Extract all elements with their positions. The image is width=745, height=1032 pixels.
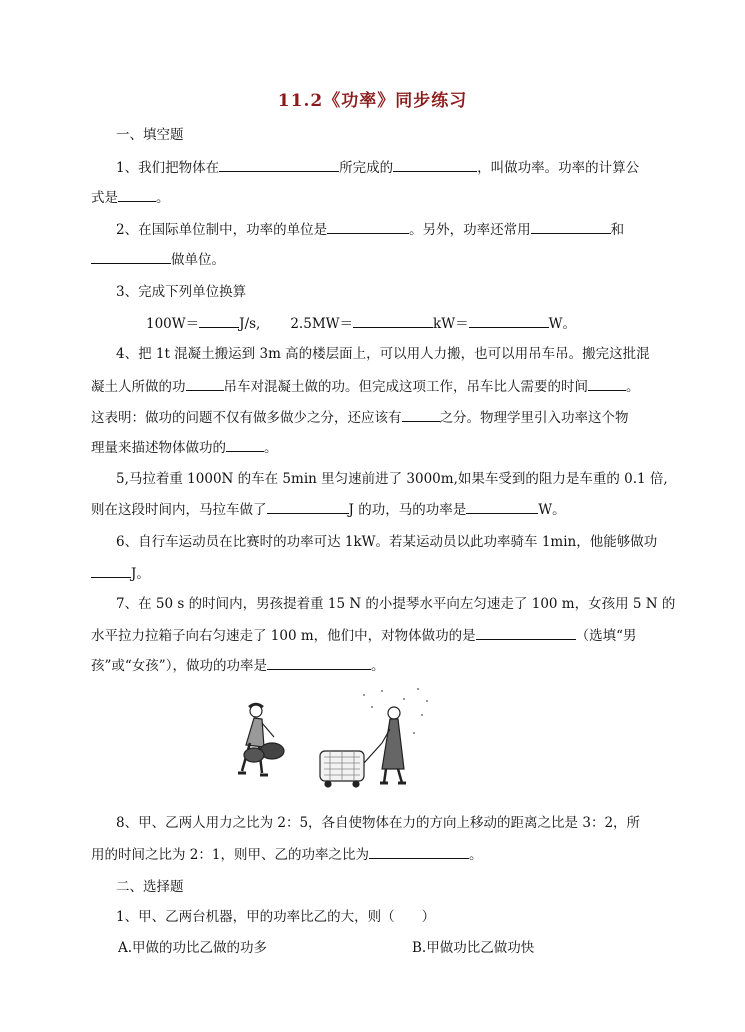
blank [91,563,131,578]
question-7-line-1: 7、在 50 s 的时间内，男孩提着重 15 N 的小提琴水平向左匀速走了 100 m，女孩用 5 N 的 [116,596,676,612]
choice-option-a: A.甲做的功比乙做的功多 [118,940,268,956]
blank [327,219,409,234]
question-2-line-1: 2、在国际单位制中，功率的单位是 。另外，功率还常用 和 [116,219,624,240]
blank [219,157,339,172]
blank [476,625,576,640]
question-4-line-2: 凝土人所做的功 吊车对混凝土做的功。但完成这项工作，吊车比人需要的时间 。 [91,376,640,397]
blank [186,376,224,391]
box-figure [320,743,382,787]
question-5-line-1: 5,马拉着重 1000N 的车在 5min 里匀速前进了 3000m,如果车受到的阻力是车重的 0.1 倍, [116,471,668,487]
question-6-line-1: 6、自行车运动员在比赛时的功率可达 1kW。若某运动员以此功率骑车 1min，他能够做功 [116,534,658,550]
section-fill-in-heading: 一、填空题 [116,127,184,143]
blank [118,187,156,202]
question-4-line-1: 4、把 1t 混凝土搬运到 3m 高的楼层面上，可以用人力搬，也可以用吊车吊。搬完这批混 [116,346,650,362]
blank [199,313,239,328]
question-4-line-3: 这表明：做功的问题不仅有做多做少之分，还应该有 之分。物理学里引入功率这个物 [91,407,629,428]
question-7-line-2: 水平拉力拉箱子向右匀速走了 100 m，他们中，对物体做功的是 （选填“男 [91,625,637,646]
girl-figure [380,707,406,783]
blank [267,655,371,670]
question-3-line-2: 100W＝ J/s, 2.5MW＝ kW＝ W。 [146,313,576,334]
blank [353,313,433,328]
question-7-line-3: 孩”或“女孩”），做功的功率是 。 [91,655,384,676]
choice-option-b: B.甲做功比乙做功快 [412,940,535,956]
question-5-line-2: 则在这段时间内，马拉车做了 J 的功，马的功率是 W。 [91,499,566,520]
blank [469,313,549,328]
question-3-line-1: 3、完成下列单位换算 [116,284,247,300]
question-4-line-4: 理量来描述物体做功的 。 [91,437,278,458]
section-choice-heading: 二、选择题 [116,879,184,895]
question-6-line-2: J。 [91,563,150,584]
blank [226,437,264,452]
boy-figure [238,704,284,775]
question-8-line-2: 用的时间之比为 2：1，则甲、乙的功率之比为 。 [91,844,482,865]
page-title: 11.2《功率》同步练习 [277,91,468,111]
blank [393,157,477,172]
blank [369,844,469,859]
question-8-line-1: 8、甲、乙两人用力之比为 2：5，各自使物体在力的方向上移动的距离之比是 3：2，所 [116,815,641,831]
question-1-line-1: 1、我们把物体在 所完成的 ，叫做功率。功率的计算公 [116,157,639,178]
question-2-line-2: 做单位。 [91,249,225,270]
boy-and-girl-illustration [232,685,432,793]
blank [91,249,171,264]
blank [402,407,440,422]
blank [531,219,611,234]
blank [588,376,626,391]
question-1-line-2: 式是 。 [91,187,170,208]
blank [267,499,349,514]
choice-question-1: 1、甲、乙两台机器，甲的功率比乙的大，则（ ） [116,909,436,925]
blank [466,499,538,514]
